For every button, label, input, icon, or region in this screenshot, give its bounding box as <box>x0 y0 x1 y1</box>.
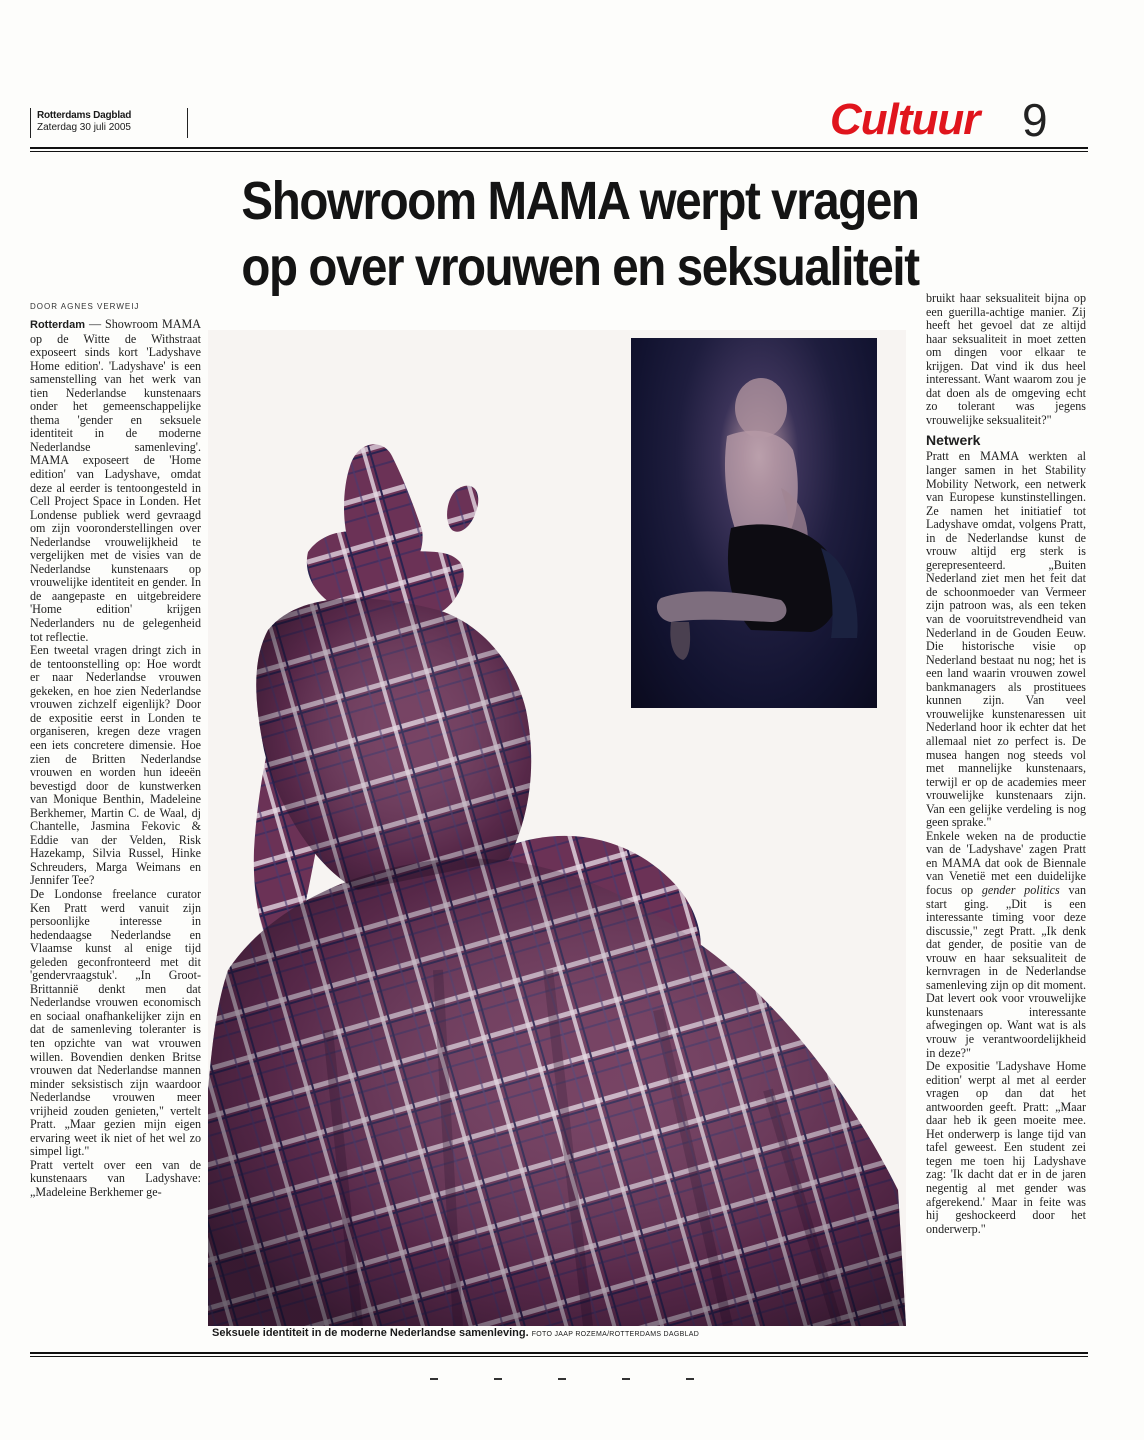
masthead-box <box>30 108 188 138</box>
photo-credit: FOTO JAAP ROZEMA/ROTTERDAMS DAGBLAD <box>531 1331 700 1338</box>
top-rule-thin <box>30 151 1088 152</box>
newspaper-name: Rotterdams Dagblad <box>37 110 132 121</box>
section-title: Cultuur <box>830 95 980 144</box>
page-number: 9 <box>1022 94 1048 146</box>
byline: DOOR AGNES VERWEIJ <box>30 302 140 311</box>
italic-term: gender politics <box>981 882 1060 897</box>
top-rule <box>30 147 1088 149</box>
paragraph <box>926 830 1086 1060</box>
headline-line-1: Showroom MAMA werpt vragen <box>241 171 919 231</box>
inset-photo <box>631 338 877 708</box>
photo-caption <box>212 1326 699 1342</box>
headline <box>193 168 967 300</box>
caption-text: Seksuele identiteit in de moderne Nederlandse samenleving. <box>212 1327 529 1339</box>
paragraph: bruikt haar seksualiteit bijna op een guerilla-achtige manier. Zij heeft het gevoel dat ze altijd haar seksualiteit in moet zetten om dingen voor elkaar te krijgen. Dat vind ik dus heel interessant. Want waarom zou je dat doen als de omgeving echt zo tolerant was jegens vrouwelijke seksualiteit?" <box>926 292 1086 427</box>
seated-figure-illustration <box>631 338 877 708</box>
paragraph: De expositie 'Ladyshave Home edition' werpt al met al eerder vragen op dan dat het antwoorden geeft. Pratt: „Maar daar heb ik geen moeite mee. Het onderwerp is lange tijd van tafel geweest. Een student zei tegen me toen hij Ladyshave zag: 'Ik dacht dat er in de jaren negentig al met gender was afgerekend.' Maar in feite was hij geshockeerd door het onderwerp." <box>926 1059 1086 1236</box>
paragraph: De Londonse freelance curator Ken Pratt werd vanuit zijn persoonlijke interesse in hedendaagse Nederlandse en Vlaamse kunst al enige tijd geleden geconfronteerd met dit 'gendervraagstuk'. „In Groot-Brittannië denkt men dat Nederlandse vrouwen economisch en sociaal onafhankelijker zijn en dat de samenleving toleranter is ten opzichte van wat vrouwen willen. Bovendien denken Britse vrouwen dat Nederlandse mannen minder seksistisch zijn waardoor Nederlandse vrouwen meer vrijheid zouden genieten," vertelt Pratt. „Maar gezien mijn eigen ervaring weet ik niet of het wel zo simpel ligt." <box>30 886 201 1159</box>
bottom-rule <box>30 1352 1088 1354</box>
dateline-place: Rotterdam <box>30 319 86 331</box>
paragraph: Pratt en MAMA werkten al langer samen in het Stability Mobility Network, een netwerk van Europese kunstinstellingen. Ze namen het initiatief tot Ladyshave omdat, volgens Pratt, in de Nederlandse kunst de vrouw altijd erg sterk is gerepresenteerd. „Buiten Nederland ziet men het feit dat de schoonmoeder van Vermeer zijn patroon was, als een teken van de vooruitstrevendheid van Nederland in de Gouden Eeuw. Die historische visie op Nederland bestaat nu nog; het is een land waarin vrouwen zowel bankmanagers als prostituees kunnen zijn. Van veel vrouwelijke kunstenaressen uit Nederland hoor ik echter dat het allemaal niet zo perfect is. De musea hangen nog steeds vol met mannelijke kunstenaars, terwijl er op de academies meer vrouwelijke kunstenaars zijn. Van een gelijke verdeling is nog geen sprake." <box>926 449 1086 830</box>
headline-line-2: op over vrouwen en seksualiteit <box>241 237 919 297</box>
intro-text: — Showroom MAMA op de Witte de Withstraat exposeert sinds kort 'Ladyshave Home edition'. 'Ladyshave' is een samenstelling van het werk van tien Nederlandse kunstenaars onder het gemeenschappelijke thema 'gender en seksuele identiteit in de moderne Nederlandse samenleving'. MAMA exposeert de 'Home edition' van Ladyshave, omdat deze al eerder is tentoongesteld in Cell Project Space in Londen. Het Londense publiek werd gevraagd om zijn vooronderstellingen over Nederlandse vrouwelijkheid te vergelijken met de visies van de Nederlandse kunstenaars op vrouwelijke identiteit en gender. In de aangepaste en uitgebreidere 'Home edition' krijgen Nederlanders nu de gelegenheid tot reflectie. <box>30 318 201 644</box>
text-run: Enkele weken na de productie van de 'Ladyshave' zagen Pratt en MAMA dat ook de Biennale van Venetië met een duidelijke focus op <box>926 828 1086 897</box>
bottom-dashes <box>430 1378 700 1380</box>
bottom-rule-thin <box>30 1356 1088 1357</box>
subheading: Netwerk <box>926 432 981 449</box>
issue-date: Zaterdag 30 juli 2005 <box>37 122 131 133</box>
paragraph: Een tweetal vragen dringt zich in de tentoonstelling op: Hoe wordt er naar Nederlandse vrouwen gekeken, en hoe zien Nederlandse vrouwen zichzelf eigenlijk? Door de expositie eerst in Londen te organiseren, kregen deze vragen een iets concretere dimensie. Hoe zien de Britten Nederlandse vrouwen en worden hun ideeën bevestigd door de kunstwerken van Monique Benthin, Madeleine Berkhemer, Martin C. de Waal, dj Chantelle, Jasmina Fekovic & Eddie van der Velden, Risk Hazekamp, Silvia Russel, Hinke Schreuders, Marga Weimans en Jennifer Tee? <box>30 643 201 888</box>
paragraph-intro <box>30 318 201 644</box>
right-column <box>926 292 1086 1334</box>
paragraph: Pratt vertelt over een van de kunstenaars van Ladyshave: „Madeleine Berkhemer ge- <box>30 1157 201 1199</box>
left-column <box>30 318 201 1320</box>
text-run: van start ging. „Dit is een interessante timing voor deze discussie," zegt Pratt. „Ik denk dat gender, de positie van de vrouw en haar seksualiteit de kernvragen in de Nederlandse samenleving zijn op dit moment. Dat levert ook voor vrouwelijke kunstenaars interessante afwegingen op. Want wat is als vrouw je verantwoordelijkheid in deze?" <box>926 882 1086 1060</box>
